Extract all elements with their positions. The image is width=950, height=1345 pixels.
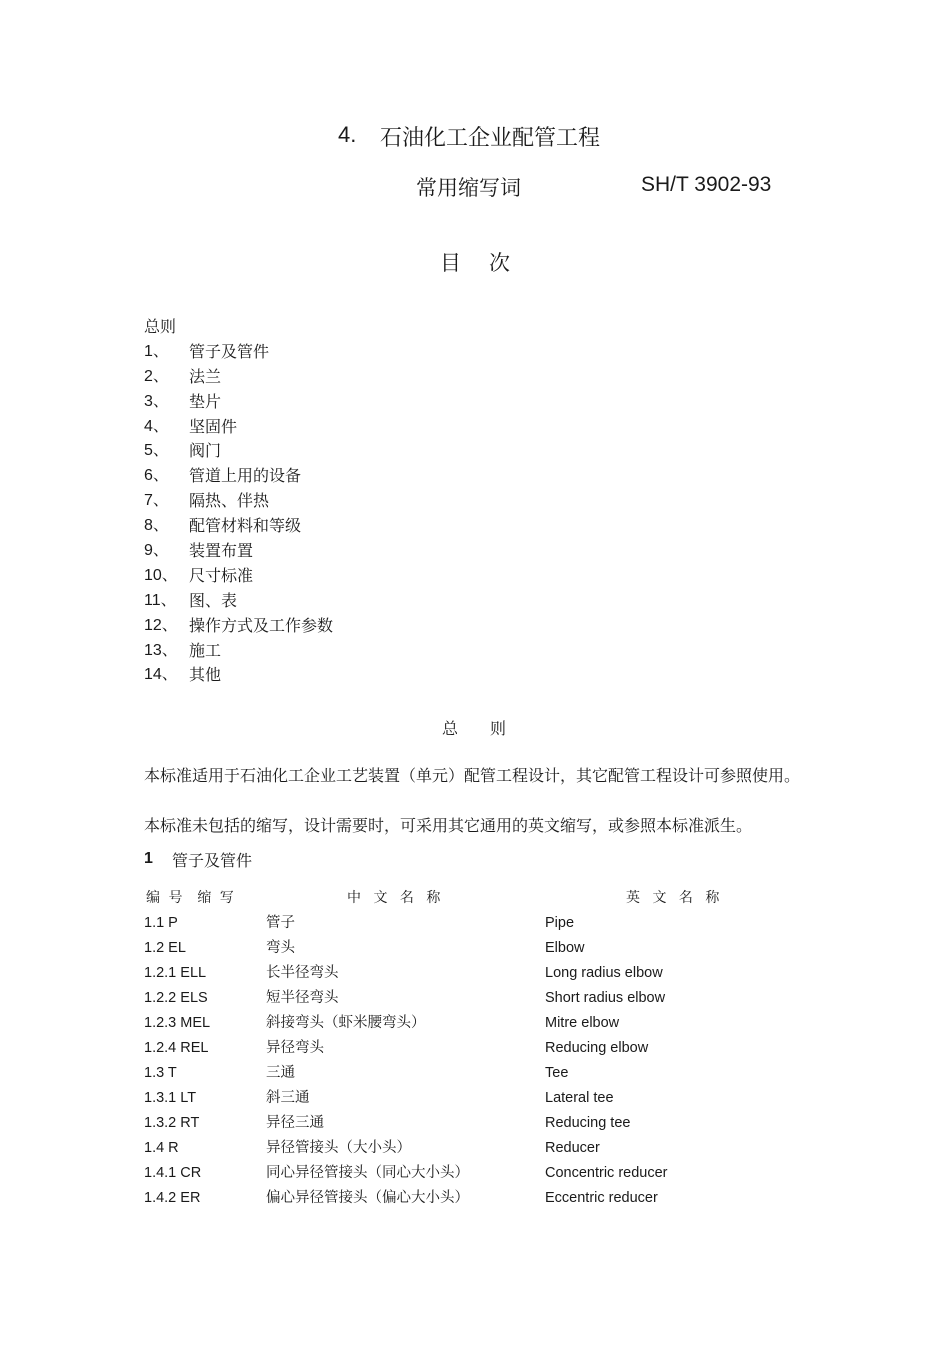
toc-item	[144, 390, 333, 415]
toc-item-number: 11、	[144, 591, 177, 609]
toc-item-label: 尺寸标准	[189, 565, 254, 585]
toc-item-number: 10、	[144, 566, 178, 584]
toc-item-label: 坚固件	[189, 416, 238, 436]
toc-item-number: 8、	[144, 517, 169, 535]
toc-item-number: 1、	[144, 342, 169, 360]
toc-item-number: 2、	[144, 367, 169, 385]
english-name: Pipe	[545, 915, 575, 931]
abbr-code: 1.2.3 MEL	[144, 1015, 211, 1031]
document-title: 石油化工企业配管工程	[380, 126, 601, 151]
chinese-name: 斜接弯头（虾米腰弯头）	[266, 1015, 426, 1031]
toc-item-label: 隔热、伴热	[189, 491, 270, 511]
table-row	[144, 1111, 804, 1136]
toc-item-number: 9、	[144, 542, 169, 560]
english-name: Eccentric reducer	[545, 1190, 658, 1206]
toc-item-number: 14、	[144, 666, 178, 684]
toc-item-label: 总则	[144, 317, 177, 336]
chinese-name: 同心异径管接头（同心大小头）	[266, 1165, 469, 1181]
toc-item	[144, 514, 333, 539]
toc-item-label: 管子及管件	[189, 341, 270, 361]
toc-item-label: 装置布置	[189, 541, 254, 561]
english-name: Lateral tee	[545, 1090, 614, 1106]
toc-heading: 目次	[440, 251, 538, 275]
general-paragraph-2: 本标准未包括的缩写，设计需要时，可采用其它通用的英文缩写，或参照本标准派生。	[144, 816, 753, 835]
toc-item-number: 3、	[144, 392, 169, 410]
table-row	[144, 1161, 804, 1186]
standard-code: SH/T 3902-93	[641, 173, 772, 196]
abbr-code: 1.3 T	[144, 1065, 177, 1081]
toc-item-label: 垫片	[189, 391, 222, 411]
table-row	[144, 961, 804, 986]
chinese-name: 管子	[266, 915, 295, 931]
toc-item-label: 阀门	[189, 441, 222, 461]
toc-item	[144, 340, 333, 365]
toc-item-label: 施工	[189, 640, 222, 660]
table-row	[144, 1136, 804, 1161]
english-name: Tee	[545, 1065, 569, 1081]
header-num-abbr: 编 号 缩 写	[146, 890, 236, 906]
abbr-code: 1.2 EL	[144, 940, 186, 956]
abbr-code: 1.4.2 ER	[144, 1190, 201, 1206]
abbr-code: 1.1 P	[144, 915, 178, 931]
table-row	[144, 1036, 804, 1061]
abbr-code: 1.2.1 ELL	[144, 965, 207, 981]
chinese-name: 长半径弯头	[266, 965, 339, 981]
general-paragraph-1: 本标准适用于石油化工企业工艺装置（单元）配管工程设计，其它配管工程设计可参照使用。	[144, 766, 801, 785]
table-row	[144, 936, 804, 961]
toc-item-number: 6、	[144, 467, 169, 485]
header-chinese-name: 中 文 名 称	[347, 890, 445, 906]
toc-item	[144, 365, 333, 390]
toc-item	[144, 589, 333, 614]
toc-item	[144, 315, 333, 340]
toc-item	[144, 639, 333, 664]
toc-item	[144, 663, 333, 688]
toc-item-label: 管道上用的设备	[189, 466, 302, 486]
abbr-code: 1.3.2 RT	[144, 1115, 200, 1131]
english-name: Short radius elbow	[545, 990, 666, 1006]
toc-item-label: 操作方式及工作参数	[189, 615, 334, 635]
abbr-code: 1.3.1 LT	[144, 1090, 197, 1106]
abbreviation-table	[144, 886, 804, 1211]
section-1-number: 1	[144, 850, 153, 867]
header-english-name: 英 文 名 称	[626, 890, 724, 906]
abbr-code: 1.4 R	[144, 1140, 179, 1156]
chinese-name: 短半径弯头	[266, 990, 339, 1006]
english-name: Long radius elbow	[545, 965, 663, 981]
toc-item-number: 7、	[144, 492, 169, 510]
english-name: Reducing elbow	[545, 1040, 649, 1056]
table-row	[144, 1186, 804, 1211]
document-subtitle: 常用缩写词	[416, 176, 521, 200]
table-row	[144, 1011, 804, 1036]
table-row	[144, 1061, 804, 1086]
toc-item-number: 12、	[144, 616, 178, 634]
english-name: Mitre elbow	[545, 1015, 620, 1031]
english-name: Reducing tee	[545, 1115, 631, 1131]
title-number: 4.	[338, 122, 357, 147]
toc-item	[144, 564, 333, 589]
general-heading: 总则	[442, 719, 539, 738]
toc-item	[144, 489, 333, 514]
chinese-name: 斜三通	[266, 1090, 310, 1106]
toc-item-number: 4、	[144, 417, 169, 435]
toc-item-number: 5、	[144, 442, 169, 460]
chinese-name: 异径弯头	[266, 1040, 324, 1056]
abbr-code: 1.2.4 REL	[144, 1040, 209, 1056]
toc-item	[144, 415, 333, 440]
toc-item-label: 图、表	[189, 590, 238, 610]
toc-item	[144, 439, 333, 464]
table-header	[144, 886, 804, 911]
chinese-name: 偏心异径管接头（偏心大小头）	[266, 1190, 469, 1206]
toc-item-label: 其他	[189, 665, 222, 685]
toc-item	[144, 464, 333, 489]
section-1-title: 管子及管件	[172, 851, 253, 870]
english-name: Concentric reducer	[545, 1165, 668, 1181]
chinese-name: 弯头	[266, 940, 295, 956]
table-row	[144, 986, 804, 1011]
english-name: Reducer	[545, 1140, 600, 1156]
abbr-code: 1.2.2 ELS	[144, 990, 208, 1006]
toc-item-label: 法兰	[189, 366, 222, 386]
table-row	[144, 911, 804, 936]
english-name: Elbow	[545, 940, 585, 956]
table-row	[144, 1086, 804, 1111]
toc-item	[144, 539, 333, 564]
chinese-name: 异径三通	[266, 1115, 324, 1131]
toc-item-label: 配管材料和等级	[189, 516, 302, 536]
toc-item	[144, 614, 333, 639]
table-of-contents	[144, 315, 333, 688]
chinese-name: 异径管接头（大小头）	[266, 1140, 411, 1156]
toc-item-number: 13、	[144, 641, 178, 659]
chinese-name: 三通	[266, 1065, 295, 1081]
abbr-code: 1.4.1 CR	[144, 1165, 202, 1181]
